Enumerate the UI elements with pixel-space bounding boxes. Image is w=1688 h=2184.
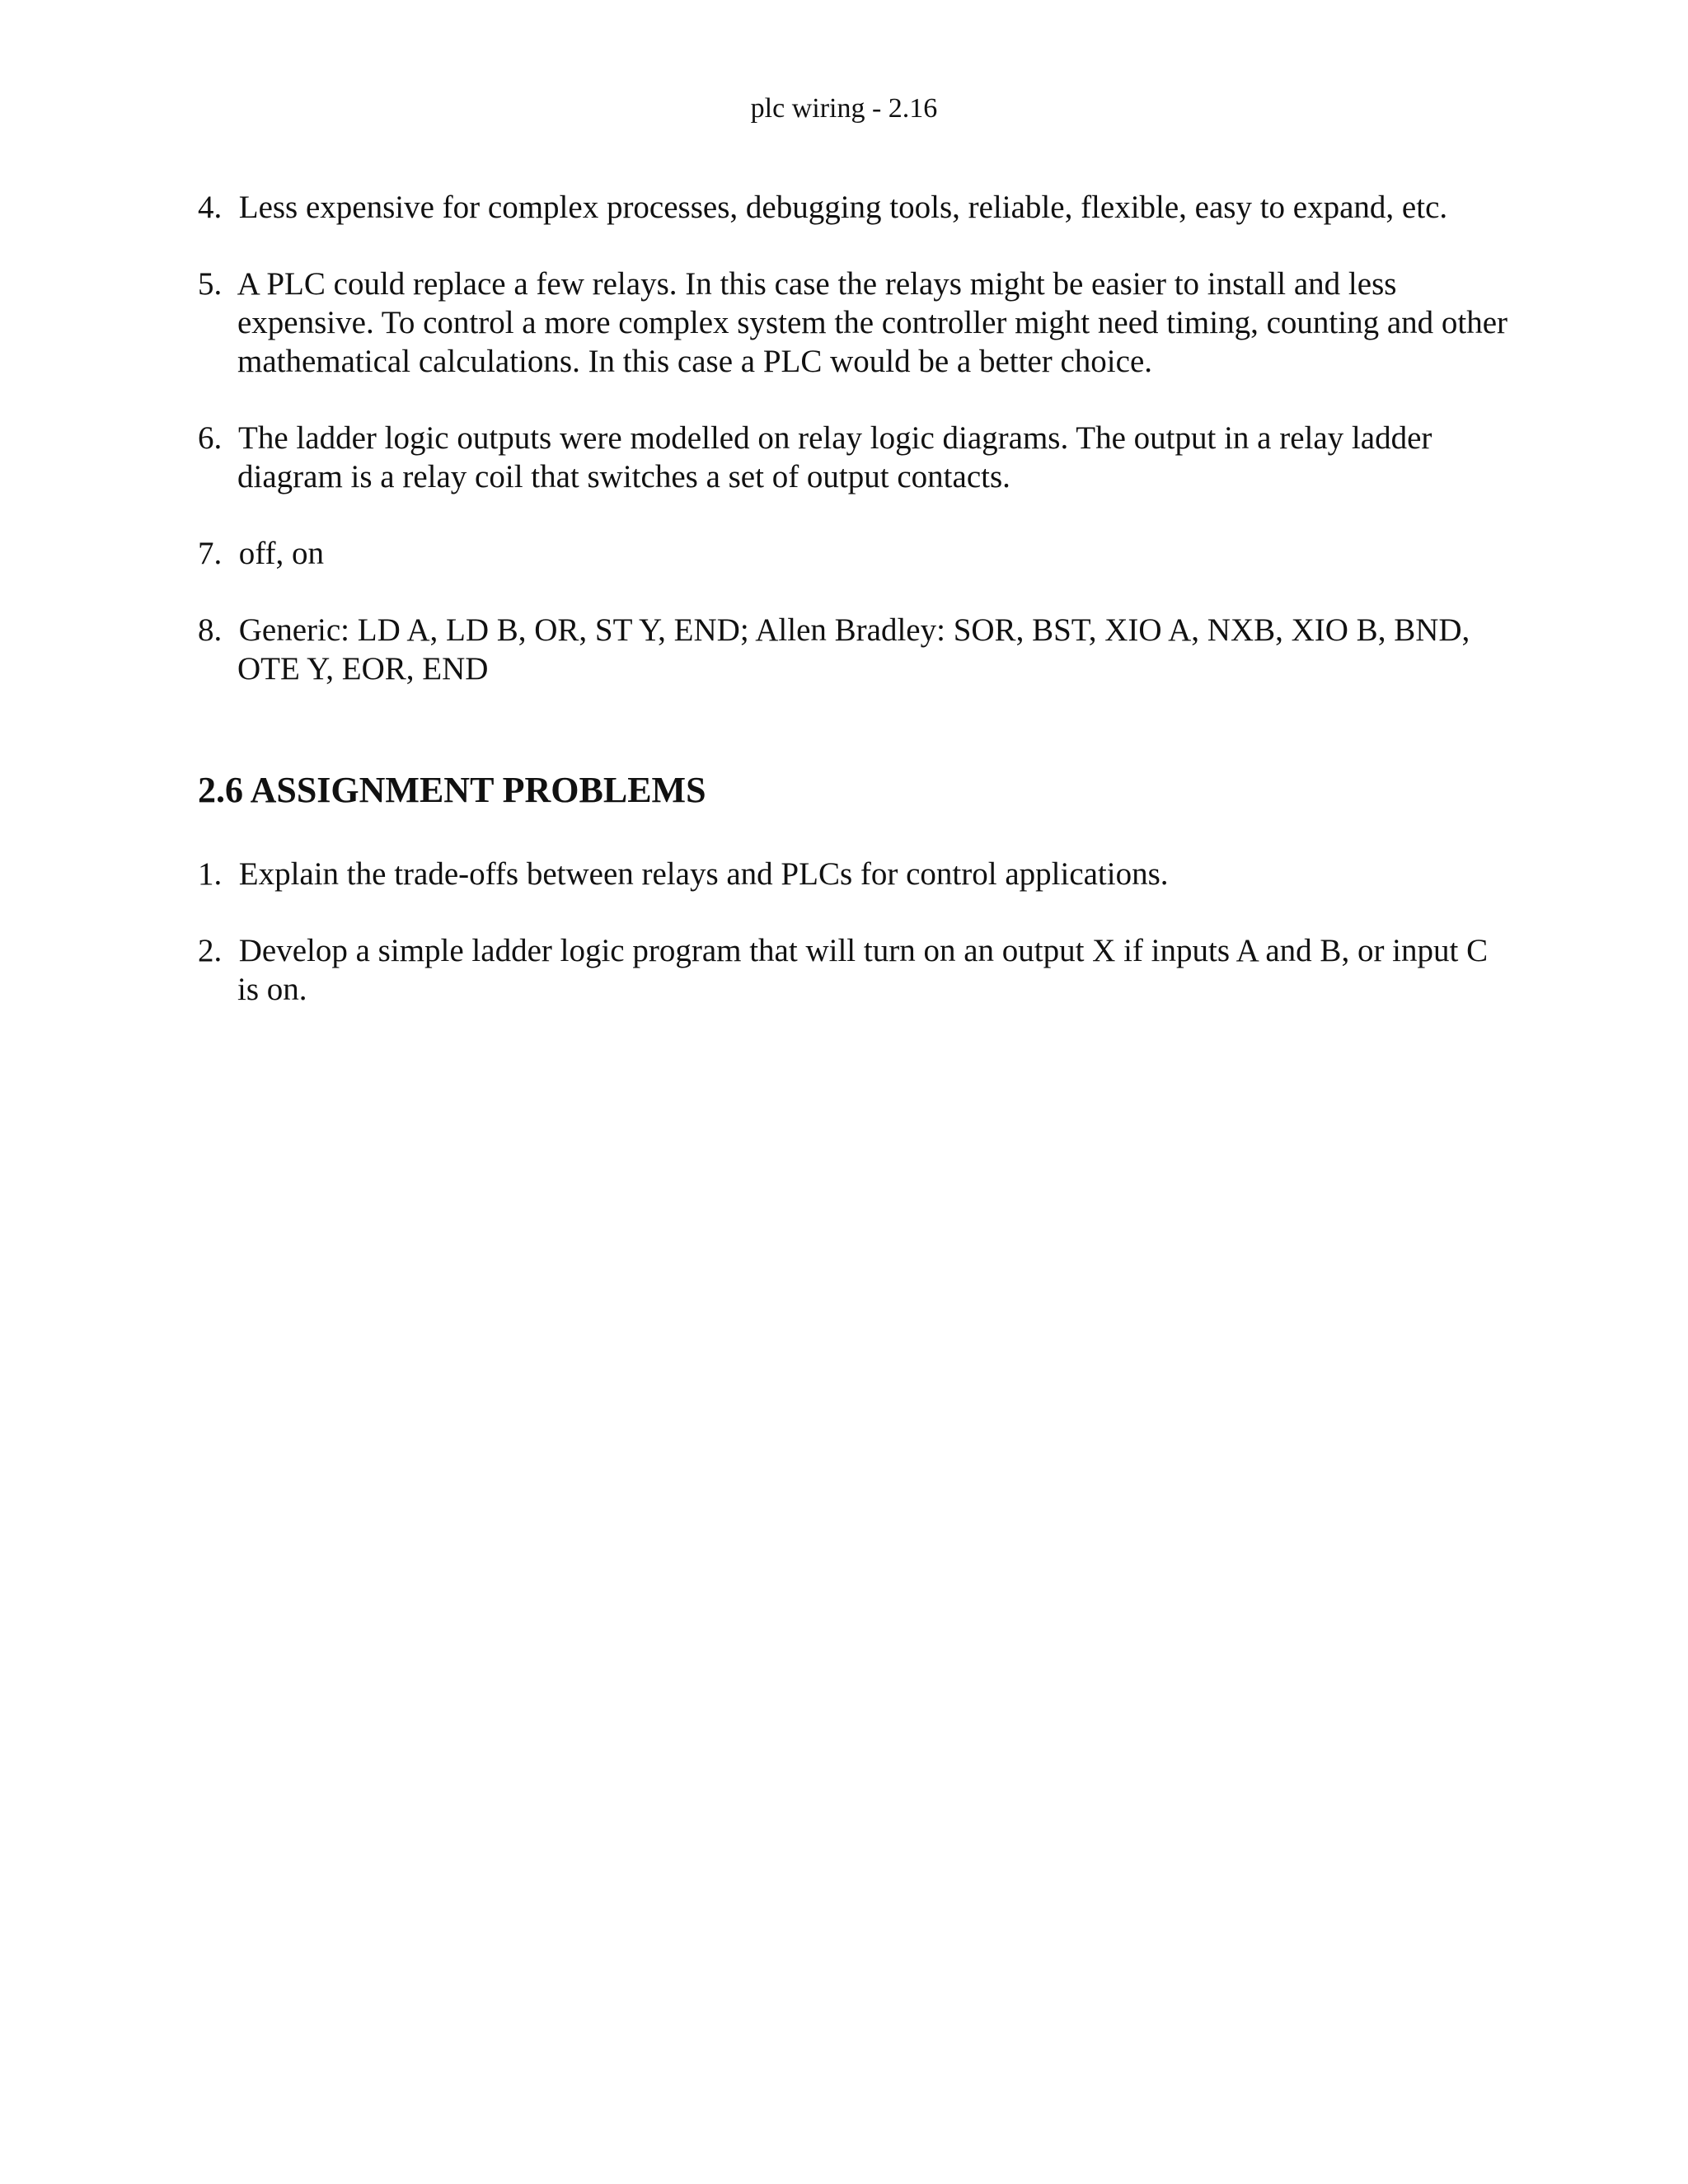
- item-text: off, on: [238, 536, 325, 571]
- item-text: Generic: LD A, LD B, OR, ST Y, END; Allen Bradley: SOR, BST, XIO A, NXB, XIO B, BND, OTE Y, EOR, END: [237, 612, 1470, 687]
- item-number: 1.: [198, 856, 223, 892]
- item-number: 7.: [198, 536, 223, 571]
- answer-item-4: [198, 188, 1517, 227]
- item-text: Develop a simple ladder logic program that will turn on an output X if inputs A and B, or input C is on.: [237, 933, 1489, 1007]
- item-number: 2.: [198, 933, 223, 968]
- answer-item-6: [198, 419, 1517, 496]
- answer-item-8: [198, 611, 1517, 688]
- problem-item-1: [198, 855, 1517, 893]
- item-number: 5.: [198, 266, 223, 302]
- problem-item-2: [198, 931, 1517, 1009]
- item-number: 4.: [198, 190, 223, 225]
- answer-item-5: [198, 265, 1517, 381]
- item-text: The ladder logic outputs were modelled on relay logic diagrams. The output in a relay ladder diagram is a relay coil that switches a set of output contacts.: [237, 420, 1432, 494]
- item-text: A PLC could replace a few relays. In this case the relays might be easier to install and less expensive. To control a more complex system the controller might need timing, counting and other mathematical calculations. In this case a PLC would be a better choice.: [237, 266, 1508, 379]
- answer-item-7: [198, 534, 1517, 573]
- section-heading: 2.6 ASSIGNMENT PROBLEMS: [198, 770, 706, 810]
- item-text: Explain the trade-offs between relays and PLCs for control applications.: [238, 856, 1169, 892]
- running-header: plc wiring - 2.16: [750, 93, 938, 124]
- item-text: Less expensive for complex processes, debugging tools, reliable, flexible, easy to expand, etc.: [238, 190, 1448, 225]
- item-number: 8.: [198, 612, 223, 648]
- item-number: 6.: [198, 420, 223, 456]
- page-body: [198, 188, 1517, 1009]
